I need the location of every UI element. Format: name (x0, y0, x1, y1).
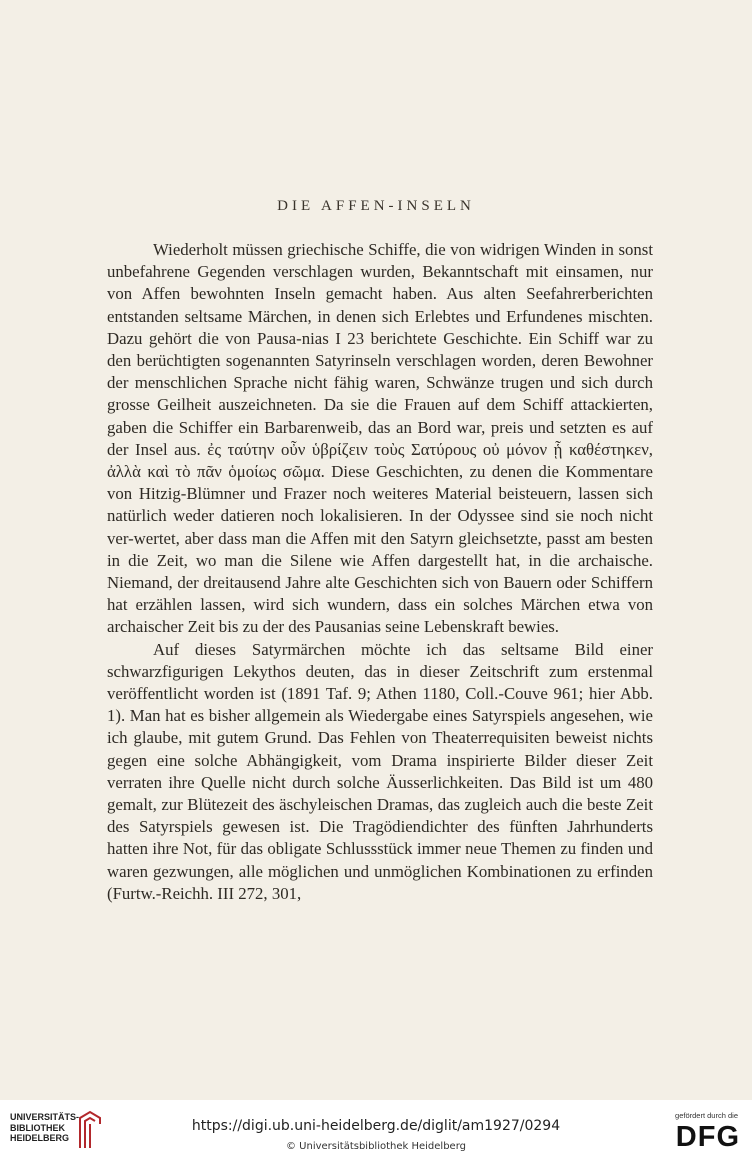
viewer-footer (0, 1100, 752, 1161)
permalink-url[interactable]: https://digi.ub.uni-heidelberg.de/diglit/am1927/0294 (191, 1118, 561, 1134)
article-body (107, 239, 653, 905)
page-title: DIE AFFEN-INSELN (277, 198, 475, 214)
paragraph-2: Auf dieses Satyrmärchen möchte ich das seltsame Bild einer schwarzfigurigen Lekythos deuten, das in dieser Zeitschrift zum erstenmal veröffentlicht worden ist (1891 Taf. 9; Athen 1180, Coll.-Couve 961; hier Abb. 1). Man hat es bisher allgemein als Wiedergabe eines Satyrspiels angesehen, wie ich glaube, mit gutem Grund. Das Fehlen von Theaterrequisiten beweist nichts gegen eine solche Abhängigkeit, vom Drama inspirierte Bilder dieser Zeit verraten ihre Quelle nicht durch solche Äusserlichkeiten. Das Bild ist um 480 gemalt, zur Blütezeit des äschyleischen Dramas, das zugleich auch die beste Zeit des Satyrspiels gewesen ist. Die Tragödiendichter des fünften Jahrhunderts hatten ihre Not, für das obligate Schlussstück immer neue Themen zu finden und waren gezwungen, alle möglichen und unmöglichen Kombinationen zu erfinden (Furtw.-Reichh. III 272, 301, (107, 639, 653, 903)
copyright-notice: © Universitätsbibliothek Heidelberg (285, 1141, 466, 1152)
library-name-line: BIBLIOTHEK (10, 1122, 65, 1133)
funding-note: gefördert durch die (675, 1111, 738, 1120)
paragraph-1: Wiederholt müssen griechische Schiffe, die von widrigen Winden in sonst unbefahrene Gegenden verschlagen wurden, Bekanntschaft mit einsamen, nur von Affen bewohnten Inseln gemacht haben. Aus alten Seefahrerberichten entstanden seltsame Märchen, in denen sich Erlebtes und Erfundenes mischten. Dazu gehört die von Pausa-nias I 23 berichtete Geschichte. Ein Schiff war zu den berüchtigten sogenannten Satyrinseln verschlagen worden, deren Bewohner der menschlichen Sprache nicht fähig waren, Schwänze trugen und sich durch grosse Geilheit auszeichneten. Da sie die Frauen auf dem Schiff attackierten, gaben die Schiffer ein Barbarenweib, das an Bord war, preis und setzten es auf der Insel aus. ἐς ταύτην οὖν ὑβρίζειν τοὺς Σατύρους οὐ μόνον ᾗ καθέστηκεν, ἀλλὰ καὶ τὸ πᾶν ὁμοίως σῶμα. Diese Geschichten, zu denen die Kommentare von Hitzig-Blümner und Frazer noch weiteres Material beisteuern, lassen sich natürlich weder datieren noch lokalisieren. In der Odyssee sind sie noch nicht ver-wertet, aber dass man die Affen mit den Satyrn gleichsetzte, passt am besten in die Zeit, wo man die Silene wie Affen dargestellt hat, in die archaische. Niemand, der dreitausend Jahre alte Geschichten sich von Bauern oder Schiffern hat erzählen lassen, wird sich wundern, dass ein solches Märchen etwa von archaischer Zeit bis zu der des Pausanias seine Lebenskraft bewies. (107, 240, 653, 637)
dfg-logo: DFG (675, 1121, 740, 1153)
library-name-line: HEIDELBERG (10, 1133, 70, 1143)
library-name-line: UNIVERSITÄTS- (10, 1112, 80, 1122)
